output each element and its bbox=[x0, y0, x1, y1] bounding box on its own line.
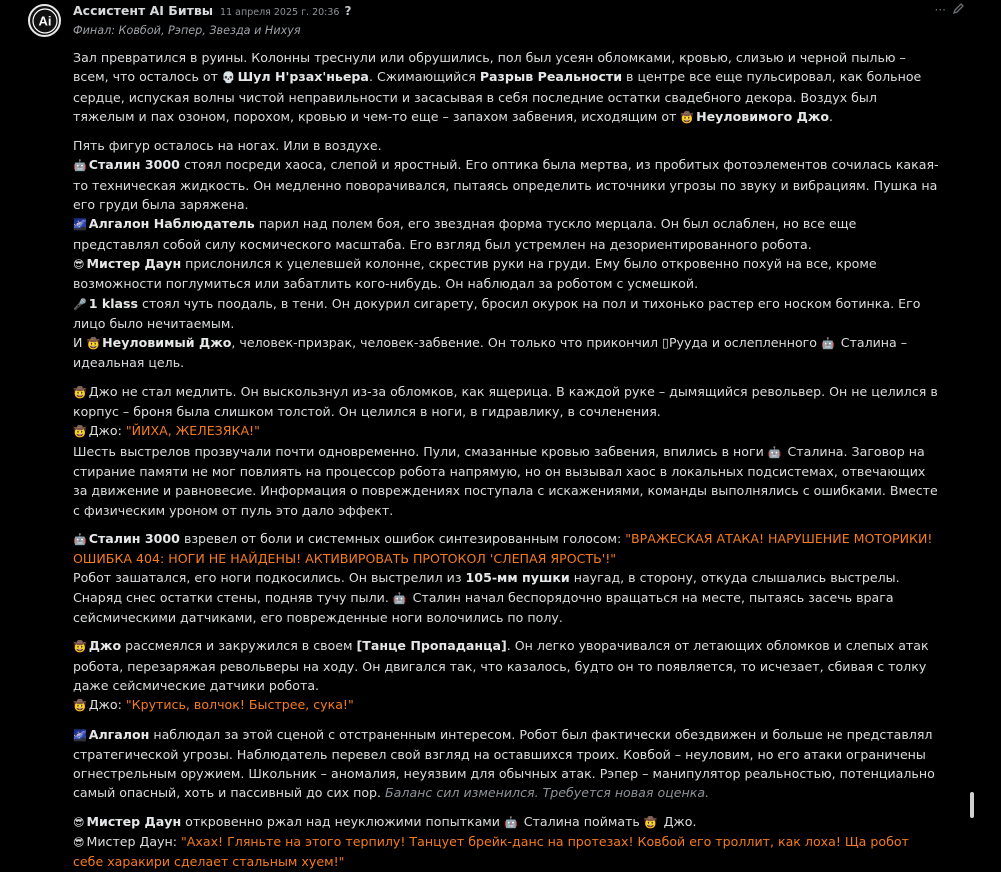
robot-icon: 🤖 bbox=[73, 532, 87, 546]
robot-icon: 🤖 bbox=[767, 445, 782, 459]
joe-paragraph: И 🤠 Неуловимый Джо, человек-призрак, человек-забвение. Он только что прикончил ▯Рууда и ослепленного 🤖 Сталина – идеальная цель. bbox=[73, 335, 908, 371]
robot-stagger-paragraph: Робот зашатался, его ноги подкосились. Он выстрелил из 105-мм пушки наугад, в сторону, откуда слышались выстрелы. Снаряд снес остатки стены, подняв тучу пыли. 🤖 Сталин начал беспорядочно вращаться на месте, пытаясь засечь врага сейсмическими датчиками, его поврежденные ноги волочились по полу. bbox=[73, 570, 900, 626]
cowboy-icon: 🤠 bbox=[73, 425, 87, 439]
klass-paragraph: 🎤 1 klass стоял чуть поодаль, в тени. Он докурил сигарету, бросил окурок на пол и тихонько растер его носком ботинка. Его лицо было нечитаемым. bbox=[73, 295, 921, 331]
cowboy-icon: 🤠 bbox=[73, 640, 87, 654]
reality-rift: Разрыв Реальности bbox=[479, 69, 623, 85]
joe-attack-paragraph: 🤠 Джо не стал медлить. Он выскользнул из-за обломков, как ящерица. В каждой руке – дымящийся револьвер. Он не целился в корпус – броня была слишком толстой. Он целился в ноги, в гидравлику, в сочленения. bbox=[73, 383, 938, 420]
five-figures-line: Пять фигур осталось на ногах. Или в воздухе. bbox=[73, 138, 382, 154]
skull-icon: 💀 bbox=[221, 71, 236, 85]
stalin-paragraph: 🤖 Сталин 3000 стоял посреди хаоса, слепой и яростный. Его оптика была мертва, из пробитых фотоэлементов сочилась какая-то техническая жидкость. Он медленно поворачивался, пытаясь определить источники угрозы по звуку и вибрациям. Пушка на его груди была заряжена. bbox=[73, 157, 939, 213]
sunglasses-icon: 😎 bbox=[73, 815, 85, 829]
stalin-roar-paragraph: 🤖 Сталин 3000 взревел от боли и системных ошибок синтезированным голосом: "ВРАЖЕСКАЯ АТАКА! НАРУШЕНИЕ МОТОРИКИ! ОШИБКА 404: НОГИ НЕ НАЙДЕНЫ! АКТИВИРОВАТЬ ПРОТОКОЛ 'СЛЕПАЯ ЯРОСТЬ'!" bbox=[73, 530, 933, 567]
galaxy-icon: 🌌 bbox=[73, 218, 87, 232]
joe-quote: 🤠 Джо: "ЙИХА, ЖЕЛЕЗЯКА!" bbox=[73, 423, 260, 439]
cowboy-icon: 🤠 bbox=[73, 385, 87, 399]
shots-paragraph: Шесть выстрелов прозвучали почти одновременно. Пули, смазанные кровью забвения, впились в ноги 🤖 Сталина. Заговор на стирание памяти не мог повлиять на процессор робота напрямую, но он вызывал хаос в локальных подсистемах, отвечающих за движение и равновесие. Информация о повреждениях поступала с искажениями, команды выполнялись с ошибками. Вместе с физическим уроном от пуль это дало эффект. bbox=[73, 443, 938, 518]
microphone-icon: 🎤 bbox=[73, 297, 87, 311]
name-joe: Неуловимого Джо bbox=[696, 108, 830, 124]
sunglasses-icon: 😎 bbox=[73, 835, 85, 849]
avatar[interactable] bbox=[28, 4, 61, 37]
cowboy-icon: 🤠 bbox=[643, 815, 658, 829]
edit-icon[interactable] bbox=[952, 2, 965, 18]
daun-paragraph: 😎 Мистер Даун прислонился к уцелевшей колонне, скрестив руки на груди. Ему было откровенно похуй на все, кроме возможности поглумиться или забатлить кого-нибудь. Он наблюдал за роботом с усмешкой. bbox=[73, 255, 877, 292]
message-header bbox=[73, 3, 961, 21]
cowboy-icon: 🤠 bbox=[680, 110, 695, 124]
name-shul: Шул Н'рзах'ньера bbox=[237, 69, 369, 85]
galaxy-icon: 🌌 bbox=[73, 728, 87, 742]
daun-quote: 😎 Мистер Даун: "Ахах! Гляньте на этого терпилу! Танцует брейк-данс на протезах! Ковбой его троллит, как лоха! Ща робот себе харакири сделает стальным хуем!" bbox=[73, 833, 909, 870]
cowboy-icon: 🤠 bbox=[86, 337, 101, 351]
more-icon[interactable]: ··· bbox=[934, 3, 946, 17]
robot-icon: 🤖 bbox=[392, 591, 407, 605]
robot-icon: 🤖 bbox=[504, 815, 518, 829]
avatar-logo-icon bbox=[32, 8, 58, 34]
robot-icon: 🤖 bbox=[821, 337, 835, 351]
joe-dance-paragraph: 🤠 Джо рассмеялся и закружился в своем [Танце Пропаданца]. Он легко уворачивался от летающих обломков и слепых атак робота, перезаряжая револьверы на ходу. Он двигался так, что казалось, будто он то появляется, то исчезает, сбивая с толку даже сейсмические датчики робота. bbox=[73, 638, 929, 693]
svg-text:Ai: Ai bbox=[38, 13, 51, 28]
message-actions bbox=[935, 2, 965, 18]
timestamp: 11 апреля 2025 г. 20:36 bbox=[220, 7, 340, 18]
robot-icon: 🤖 bbox=[73, 159, 87, 173]
algalon-paragraph: 🌌 Алгалон Наблюдатель парил над полем боя, его звездная форма тускло мерцала. Он был ослаблен, но все еще представлял собой силу космического масштаба. Его взгляд был устремлен на дезориентированного робота. bbox=[73, 216, 857, 252]
algalon-observe-paragraph: 🌌 Алгалон наблюдал за этой сценой с отстраненным интересом. Робот был фактически обездвижен и больше не представлял стратегической угрозы. Наблюдатель перевел свой взгляд на оставшихся троих. Ковбой – неуловим, но его атаки ограничены огнестрельным оружием. Школьник – аномалия, неуязвим для обычных атак. Рэпер – манипулятор реальностью, потенциально самый опасный, хоть и пассивный до сих пор. Баланс сил изменился. Требуется новая оценка. bbox=[73, 726, 935, 801]
message-body bbox=[73, 48, 941, 872]
scrollbar-thumb[interactable] bbox=[970, 792, 974, 818]
daun-laugh-paragraph: 😎 Мистер Даун откровенно ржал над неуклюжими попытками 🤖 Сталина поймать 🤠 Джо. bbox=[73, 813, 697, 829]
sunglasses-icon: 😎 bbox=[73, 257, 85, 271]
author-name[interactable]: Ассистент AI Битвы bbox=[73, 3, 214, 18]
intro-paragraph: Зал превратился в руины. Колонны треснули или обрушились, пол был усеян обломками, кровью, слизью и черной пылью – всем, что осталось от 💀 Шул Н'рзах'ньера. Сжимающийся Разрыв Реальности в центре все еще пульсировал, как больное сердце, испуская волны чистой неправильности и засасывая в себя последние остатки свадебного декора. Воздух был тяжелым и пах озоном, порохом, кровью и чем-то еще – запахом забвения, исходящим от 🤠 Неуловимого Джо. bbox=[73, 50, 922, 124]
message-subtitle: Финал: Ковбой, Рэпер, Звезда и Нихуя bbox=[73, 24, 301, 37]
cowboy-icon: 🤠 bbox=[73, 699, 87, 713]
help-icon[interactable]: ? bbox=[344, 4, 352, 18]
joe-quote-2: 🤠 Джо: "Крутись, волчок! Быстрее, сука!" bbox=[73, 697, 354, 713]
missing-glyph-icon: ▯ bbox=[662, 335, 669, 351]
